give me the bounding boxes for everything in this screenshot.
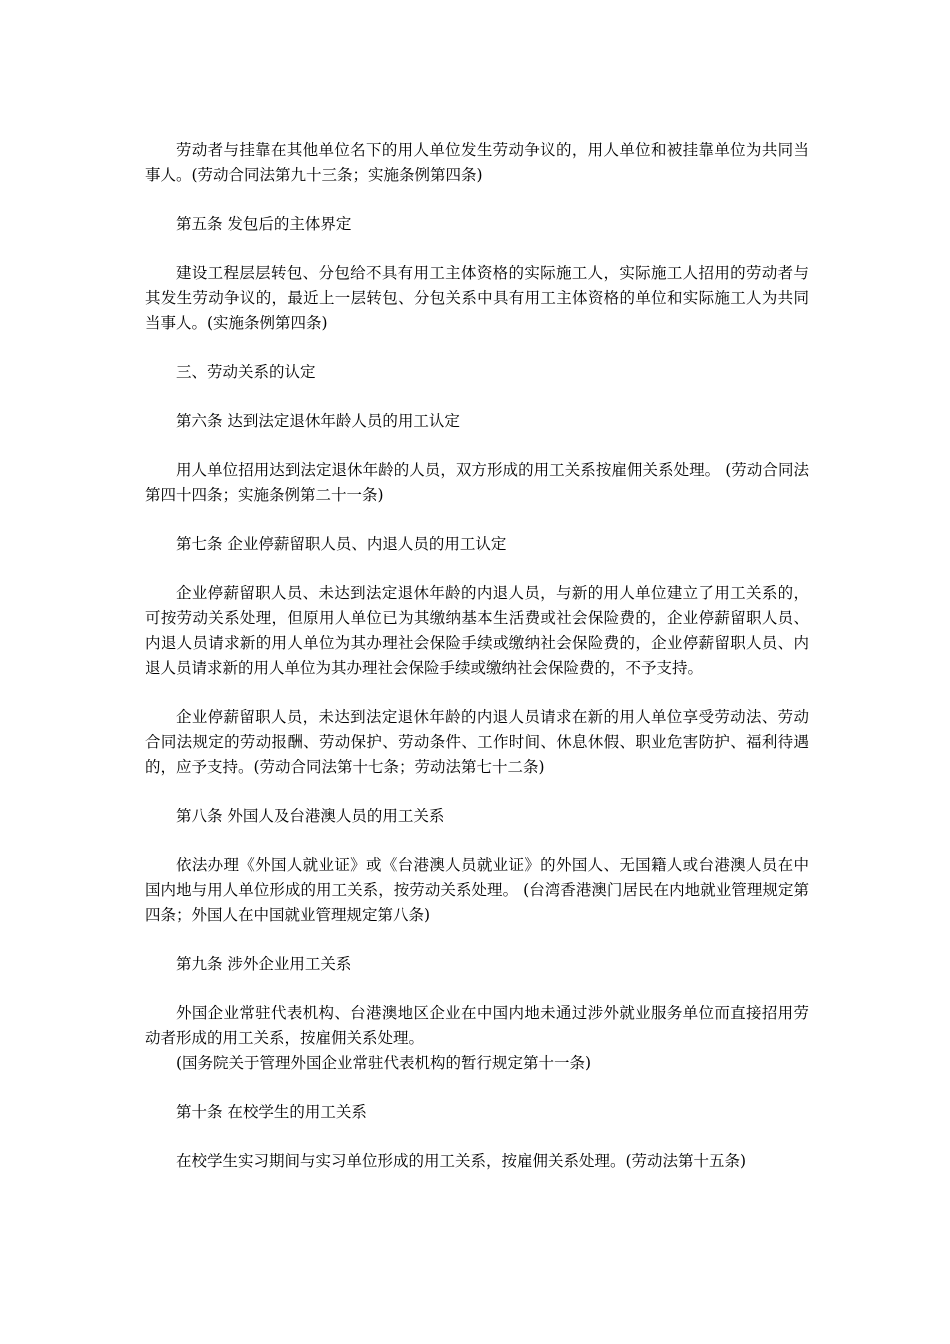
article-9-heading: 第九条 涉外企业用工关系	[176, 955, 352, 973]
spacer	[145, 336, 809, 360]
spacer	[145, 385, 809, 409]
article-10-heading: 第十条 在校学生的用工关系	[176, 1103, 367, 1121]
paragraph-foreign-enterprise: 外国企业常驻代表机构、台港澳地区企业在中国内地未通过涉外就业服务单位而直接招用劳动者形成的用工关系，按雇佣关系处理。	[145, 1004, 809, 1047]
spacer	[145, 508, 809, 532]
document-body	[145, 138, 809, 1174]
spacer	[145, 780, 809, 804]
spacer	[145, 557, 809, 581]
spacer	[145, 237, 809, 261]
article-7-heading: 第七条 企业停薪留职人员、内退人员的用工认定	[176, 535, 507, 553]
paragraph-foreigners: 依法办理《外国人就业证》或《台港澳人员就业证》的外国人、无国籍人或台港澳人员在中国内地与用人单位形成的用工关系，按劳动关系处理。 (台湾香港澳门居民在内地就业管理规定第四条；外国人在中国就业管理规定第八条)	[145, 856, 809, 924]
paragraph-students: 在校学生实习期间与实习单位形成的用工关系，按雇佣关系处理。(劳动法第十五条)	[176, 1152, 747, 1170]
spacer	[145, 681, 809, 705]
spacer	[145, 1076, 809, 1100]
section-3-heading: 三、劳动关系的认定	[176, 363, 316, 381]
article-8-heading: 第八条 外国人及台港澳人员的用工关系	[176, 807, 445, 825]
paragraph-unpaid-leave: 企业停薪留职人员、未达到法定退休年龄的内退人员，与新的用人单位建立了用工关系的，可按劳动关系处理，但原用人单位已为其缴纳基本生活费或社会保险费的，企业停薪留职人员、内退人员请求新的用人单位为其办理社会保险手续或缴纳社会保险费的，企业停薪留职人员、内退人员请求新的用人单位为其办理社会保险手续或缴纳社会保险费的，不予支持。	[145, 584, 809, 677]
spacer	[145, 829, 809, 853]
paragraph-retirement-age: 用人单位招用达到法定退休年龄的人员，双方形成的用工关系按雇佣关系处理。 (劳动合同法第四十四条；实施条例第二十一条)	[145, 461, 809, 504]
spacer	[145, 977, 809, 1001]
article-5-heading: 第五条 发包后的主体界定	[176, 215, 352, 233]
spacer	[145, 1125, 809, 1149]
paragraph-unpaid-leave-support: 企业停薪留职人员，未达到法定退休年龄的内退人员请求在新的用人单位享受劳动法、劳动合同法规定的劳动报酬、劳动保护、劳动条件、工作时间、休息休假、职业危害防护、福利待遇的，应予支持。(劳动合同法第十七条；劳动法第七十二条)	[145, 708, 809, 776]
paragraph-foreign-enterprise-citation: (国务院关于管理外国企业常驻代表机构的暂行规定第十一条)	[176, 1054, 592, 1072]
paragraph-joint-parties: 劳动者与挂靠在其他单位名下的用人单位发生劳动争议的，用人单位和被挂靠单位为共同当事人。(劳动合同法第九十三条；实施条例第四条)	[145, 141, 809, 184]
paragraph-subcontract: 建设工程层层转包、分包给不具有用工主体资格的实际施工人，实际施工人招用的劳动者与其发生劳动争议的，最近上一层转包、分包关系中具有用工主体资格的单位和实际施工人为共同当事人。(实施条例第四条)	[145, 264, 809, 332]
spacer	[145, 188, 809, 212]
spacer	[145, 434, 809, 458]
spacer	[145, 928, 809, 952]
article-6-heading: 第六条 达到法定退休年龄人员的用工认定	[176, 412, 460, 430]
